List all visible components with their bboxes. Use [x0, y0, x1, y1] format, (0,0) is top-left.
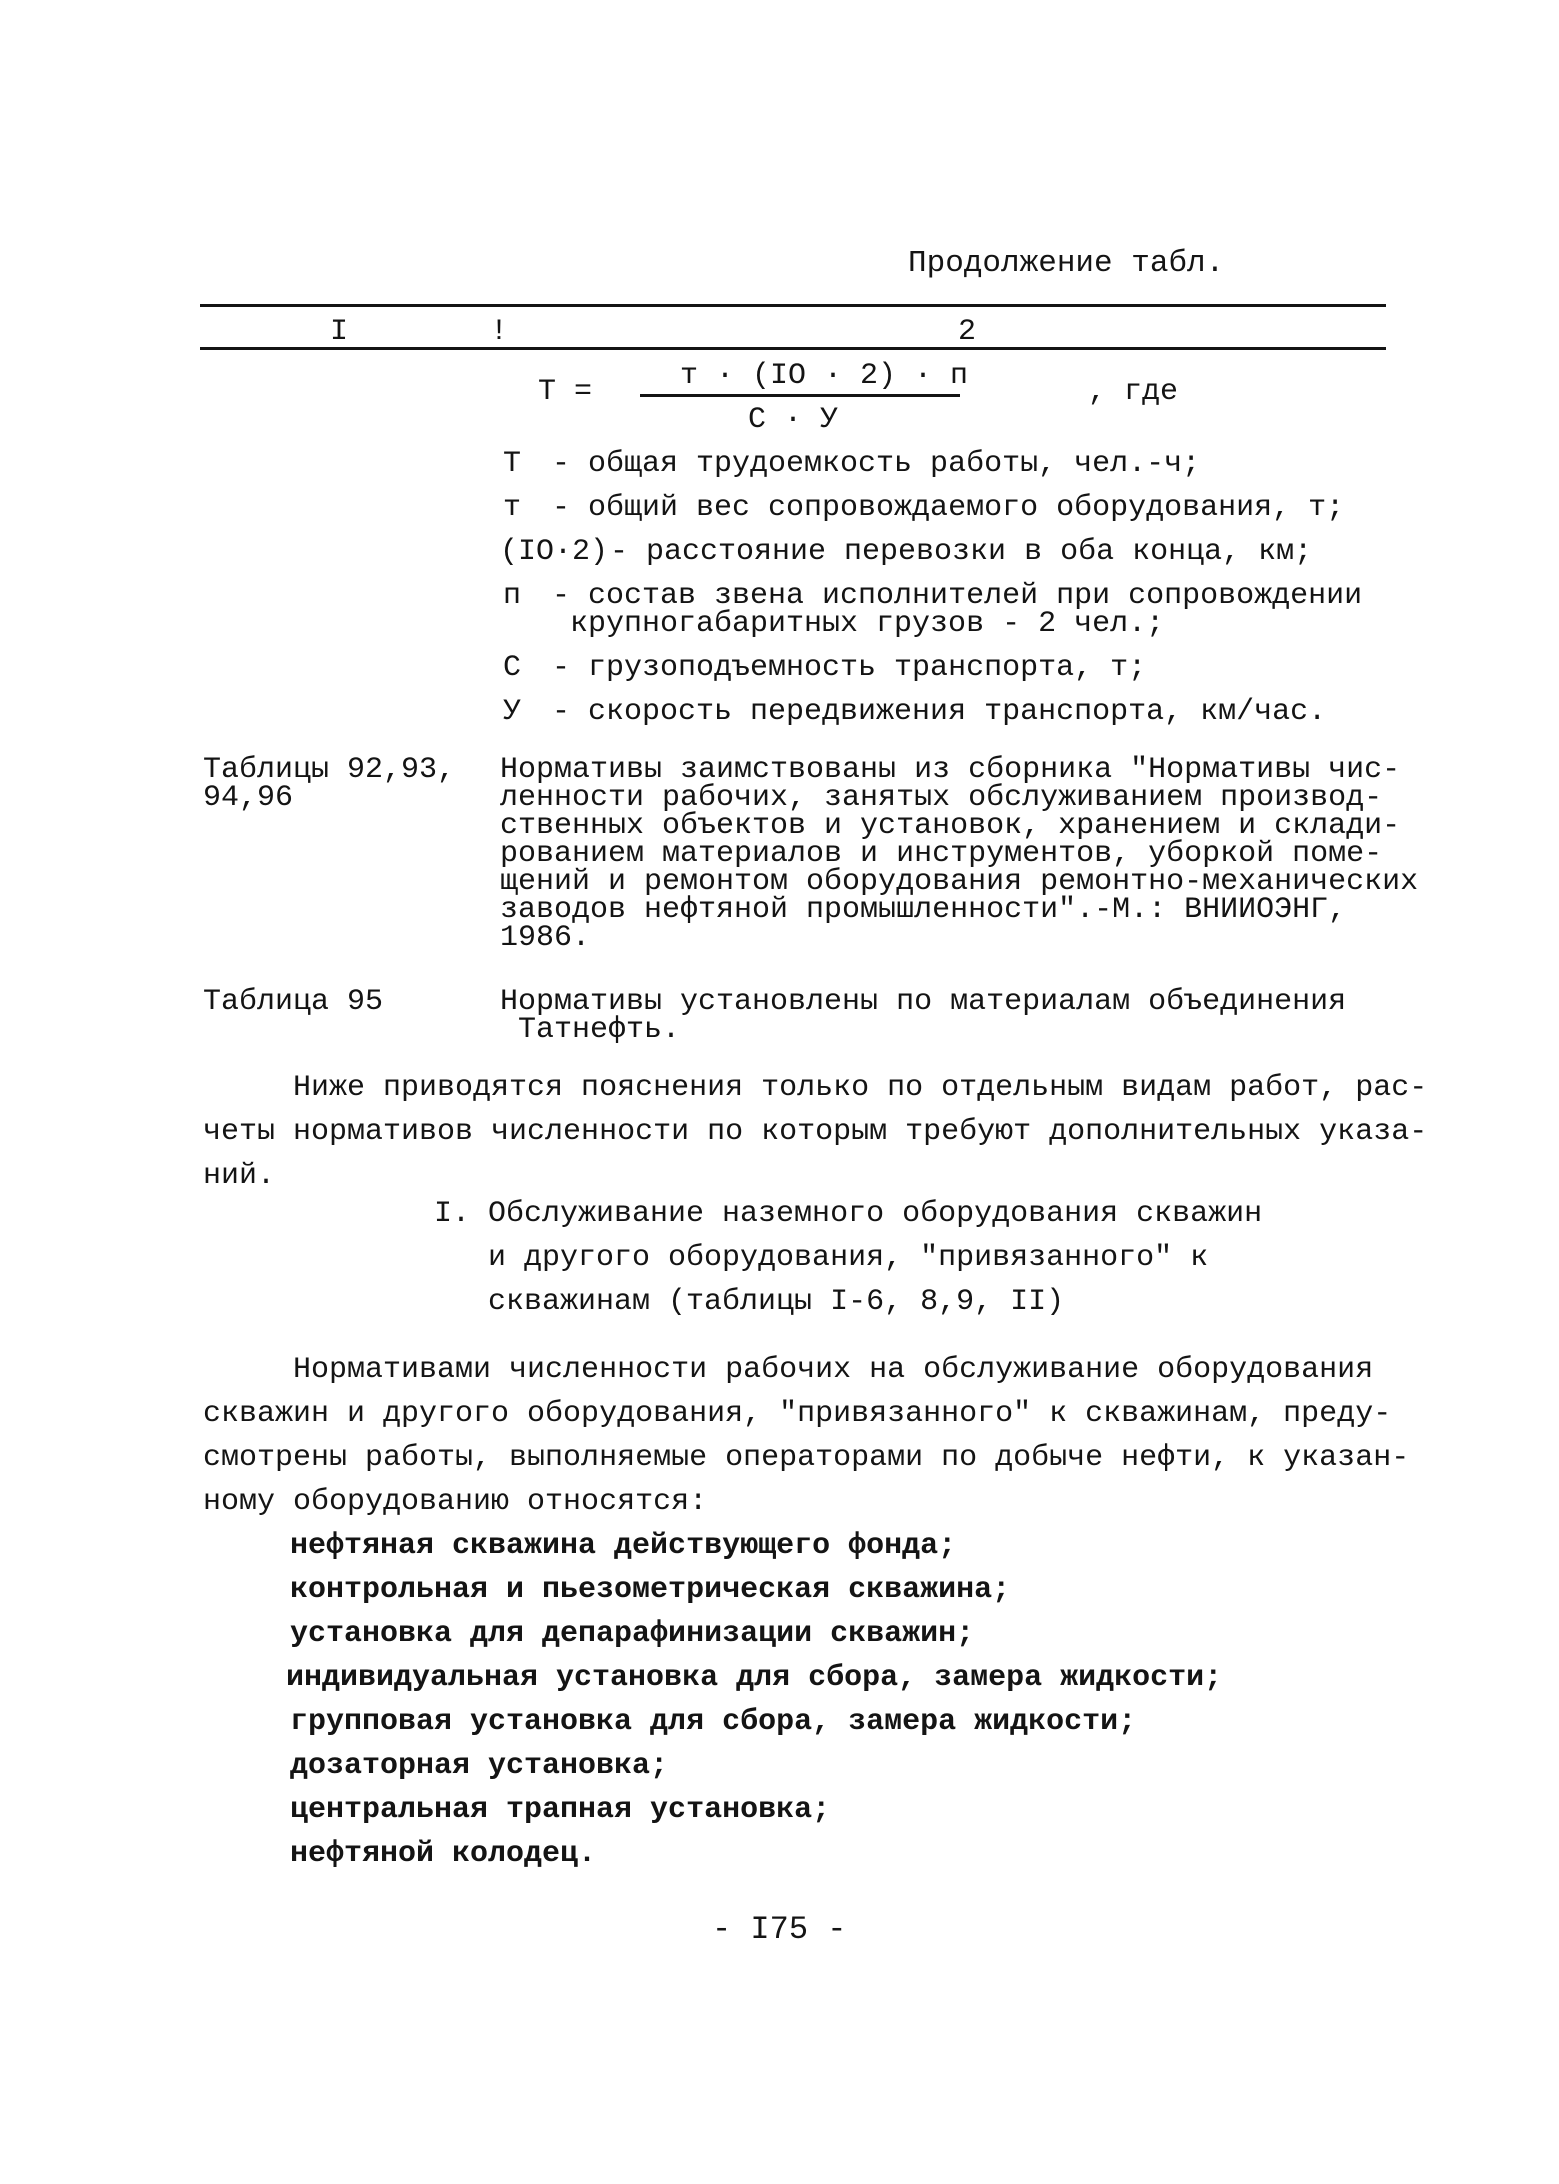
list-item: индивидуальная установка для сбора, замера жидкости; — [286, 1661, 1223, 1695]
page-number: - I75 - — [712, 1911, 847, 1948]
table-top-rule — [200, 304, 1386, 307]
row-left-label: Таблица 95 — [203, 985, 384, 1019]
definition-symbol: T — [503, 447, 522, 481]
definition-symbol: т — [503, 491, 522, 525]
row-left-label: Таблицы 92,93, — [203, 753, 456, 787]
row-right-text: рованием материалов и инструментов, уборкой поме- — [500, 837, 1383, 871]
list-item: нефтяная скважина действующего фонда; — [290, 1529, 957, 1563]
body-paragraph-line: Нормативами численности рабочих на обслуживание оборудования — [203, 1353, 1374, 1387]
intro-paragraph-line: ний. — [203, 1159, 276, 1193]
definition-symbol: п — [503, 579, 522, 613]
row-right-text: 1986. — [500, 921, 591, 955]
continuation-label: Продолжение табл. — [908, 246, 1225, 281]
body-paragraph-line: скважин и другого оборудования, "привязанного" к скважинам, преду- — [203, 1397, 1392, 1431]
row-right-text: Нормативы установлены по материалам объединения — [500, 985, 1347, 1019]
column-2-label: 2 — [958, 315, 977, 349]
definition-text: - состав звена исполнителей при сопровождении — [552, 579, 1363, 613]
list-item: контрольная и пьезометрическая скважина; — [290, 1573, 1011, 1607]
formula-numerator: т · (IO · 2) · п — [680, 359, 969, 393]
definition-text: - общая трудоемкость работы, чел.-ч; — [552, 447, 1201, 481]
section-heading-line: и другого оборудования, "привязанного" к — [434, 1241, 1209, 1275]
list-item: центральная трапная установка; — [290, 1793, 831, 1827]
intro-paragraph-line: Ниже приводятся пояснения только по отдельным видам работ, рас- — [203, 1071, 1428, 1105]
definition-text: - расстояние перевозки в оба конца, км; — [610, 535, 1313, 569]
row-right-text: Нормативы заимствованы из сборника "Нормативы чис- — [500, 753, 1401, 787]
definition-symbol: (IO·2) — [500, 535, 609, 569]
definition-text: - грузоподъемность транспорта, т; — [552, 651, 1147, 685]
definition-text: - общий вес сопровождаемого оборудования, т; — [552, 491, 1345, 525]
row-right-text: ленности рабочих, занятых обслуживанием производ- — [500, 781, 1383, 815]
formula-lhs: T = — [538, 375, 593, 409]
list-item: дозаторная установка; — [290, 1749, 669, 1783]
body-paragraph-line: ному оборудованию относятся: — [203, 1485, 708, 1519]
definition-symbol: У — [503, 695, 522, 729]
list-item: групповая установка для сбора, замера жидкости; — [290, 1705, 1137, 1739]
row-left-label: 94,96 — [203, 781, 294, 815]
definition-text-continued: крупногабаритных грузов - 2 чел.; — [570, 607, 1165, 641]
row-right-text: ственных объектов и установок, хранением и склади- — [500, 809, 1401, 843]
column-1-label: I — [330, 315, 349, 349]
list-item: нефтяной колодец. — [290, 1837, 597, 1871]
definition-symbol: C — [503, 651, 522, 685]
list-item: установка для депарафинизации скважин; — [290, 1617, 975, 1651]
row-right-text: заводов нефтяной промышленности".-М.: ВНИИОЭНГ, — [500, 893, 1347, 927]
section-heading-line: скважинам (таблицы I-6, 8,9, II) — [434, 1285, 1065, 1319]
intro-paragraph-line: четы нормативов численности по которым требуют дополнительных указа- — [203, 1115, 1428, 1149]
definition-text: - скорость передвижения транспорта, км/час. — [552, 695, 1327, 729]
formula-denominator: C · У — [748, 403, 839, 437]
table-header-rule — [200, 347, 1386, 350]
section-heading-line: I. Обслуживание наземного оборудования скважин — [434, 1197, 1263, 1231]
column-separator: ! — [490, 315, 509, 349]
row-right-text: щений и ремонтом оборудования ремонтно-механических — [500, 865, 1419, 899]
formula-fraction-bar — [640, 394, 960, 397]
body-paragraph-line: смотрены работы, выполняемые операторами по добыче нефти, к указан- — [203, 1441, 1410, 1475]
formula-suffix: , где — [1088, 375, 1179, 409]
row-right-text: Татнефть. — [518, 1013, 681, 1047]
